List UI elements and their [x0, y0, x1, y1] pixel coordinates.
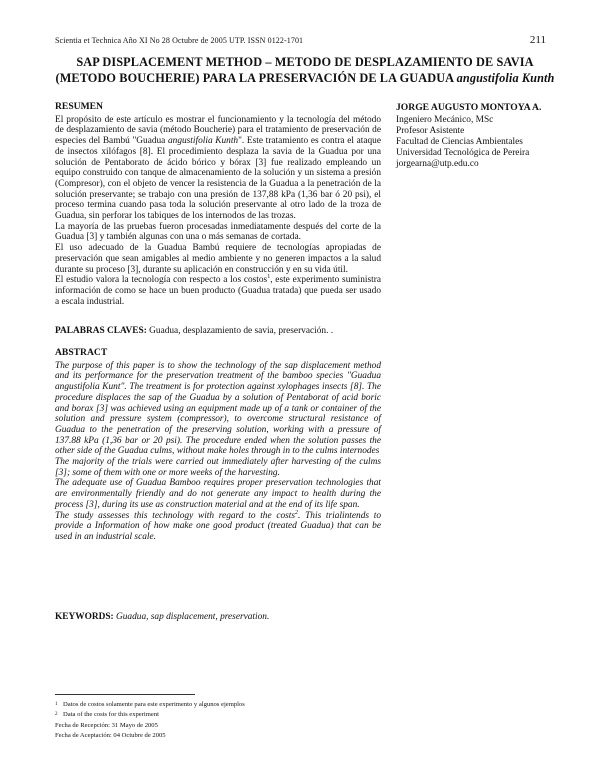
footnote-1	[55, 700, 395, 710]
abstract-p4-part2: . This trialintends to provide a Information of how make one good product (treated Guadua) that can be used in an industrial scale.	[55, 510, 381, 542]
footnotes	[55, 700, 395, 740]
abstract-paragraph-2: The majority of the trials were carried out immediately after harvesting of the culms [3]; some of them with one or more weeks of the harvesting.	[55, 457, 381, 478]
abstract-section	[55, 348, 381, 543]
author-faculty: Facultad de Ciencias Ambientales	[396, 137, 523, 148]
keywords-en-text: Guadua, sap displacement, preservation.	[113, 612, 270, 622]
keywords-english	[55, 612, 555, 622]
author-university: Universidad Tecnológica de Pereira	[396, 148, 530, 159]
date-received: Fecha de Recepción: 31 Mayo de 2005	[55, 722, 158, 729]
footnote-2	[55, 710, 395, 720]
footnote-divider	[55, 694, 195, 695]
resumen-paragraph-1	[55, 115, 381, 222]
footnote-ref-2[interactable]: 2	[295, 509, 299, 516]
date-accepted: Fecha de Aceptación: 04 Octubre de 2005	[55, 731, 166, 739]
keywords-es-label: PALABRAS CLAVES:	[55, 326, 147, 336]
resumen-p4-part1: El estudio valora la tecnología con respecto a los costos	[55, 275, 268, 286]
title-species-italic: angustifolia Kunth	[456, 71, 555, 85]
footnote-1-text: Datos de costos solamente para este experimento y algunos ejemplos	[63, 701, 245, 708]
keywords-es-text: Guadua, desplazamiento de savia, preservación. .	[146, 326, 334, 336]
author-name: JORGE AUGUSTO MONTOYA A.	[396, 102, 542, 113]
title-line-1: SAP DISPLACEMENT METHOD – METODO DE DESPLAZAMIENTO DE SAVIA	[76, 55, 534, 69]
resumen-paragraph-2: La mayoría de las pruebas fueron procesadas inmediatamente después del corte de la Guadua [3] y también algunas con una o más semanas de cortada.	[55, 221, 381, 243]
resumen-p1-part1: El propósito de este artículo es mostrar el funcionamiento y la tecnología del método de desplazamiento de savia (método Boucherie) para el tratamiento de preservación de especies del Bambú "Guadua	[55, 114, 381, 147]
abstract-paragraph-1: The purpose of this paper is to show the technology of the sap displacement method and its performance for the preservation treatment of the bamboo species "Guadua angustifolia Kunt". The treatment is for protection against xylophages insects [8]. The procedure displaces the sap of the Guadua by a solution of Pentaborat of acid boric and borax [3] was achieved using an equipment made up of a tank or container of the solution and pressure system (compressor), to overcome structural resistance of Guadua to the penetration of the preserving solution, working with a pressure of 137.88 kPa (1,36 bar or 20 psi). The procedure ended when the solution passes the other side of the Guadua culms, without make holes through in to the culms internodes	[55, 360, 381, 457]
footnote-1-number: 1	[55, 702, 58, 707]
keywords-spanish	[55, 326, 555, 336]
author-position: Profesor Asistente	[396, 126, 465, 137]
article-title	[55, 54, 555, 86]
author-block	[396, 102, 556, 171]
abstract-paragraph-3: The adequate use of Guadua Bamboo requires proper preservation technologies that are environmentally friendly and do not generate any impact to health during the process [3], during its use as construction material and at the end of its life span.	[55, 478, 381, 510]
resumen-p4-part2: , este experimento suministra información de como se hace un buen producto (Guadua tratada) que pueda ser usado a escala industrial.	[55, 275, 381, 307]
resumen-p1-part2: ". Este tratamiento es contra el ataque de insectos xilófagos [8]. El procedimiento desplaza la savia de la Guadua por una solución de Pentaborato de ácido bórico y bórax [3] fue realizado empleando un equipo construido con tanque de almacenamiento de la solución y un sistema a presión (Compresor), con el objeto de vencer la resistencia de la Guadua a la penetración de la solución preservante; se trabajo con una presión de 137,88 kPa (1,36 bar ó 20 psi), el proceso termina cuando pasa toda la solución preservante al otro lado de la troza de Guadua, sin perforar los tabiques de los internodos de las trozas.	[55, 136, 381, 222]
resumen-paragraph-4	[55, 275, 381, 307]
page-number: 211	[529, 34, 546, 46]
footnote-2-text: Data of the costs for this experiment	[63, 710, 159, 718]
resumen-heading: RESUMEN	[55, 101, 103, 112]
author-email[interactable]: jorgearna@utp.edu.co	[396, 159, 479, 170]
resumen-paragraph-3: El uso adecuado de la Guadua Bambú requiere de tecnologías apropiadas de preservación que sean amigables al medio ambiente y no generen impactos a la salud durante su proceso [3], durante su aplicación en construcción y en su vida útil.	[55, 243, 381, 275]
footnote-ref-1[interactable]: 1	[267, 274, 271, 281]
keywords-en-label: KEYWORDS:	[55, 612, 114, 622]
resumen-p1-italic: angustifolia Kunth	[167, 136, 239, 147]
footnote-2-number: 2	[55, 711, 58, 717]
abstract-heading: ABSTRACT	[55, 347, 108, 358]
resumen-section	[55, 102, 381, 307]
running-header: Scientia et Technica Año XI No 28 Octubre de 2005 UTP. ISSN 0122-1701	[55, 36, 304, 45]
title-line-2	[55, 70, 555, 86]
title-line-2-text: (METODO BOUCHERIE) PARA LA PRESERVACIÓN DE LA GUADUA	[55, 71, 454, 85]
abstract-paragraph-4	[55, 511, 381, 543]
abstract-p4-part1: The study assesses this technology with regard to the costs	[55, 510, 296, 521]
author-degree: Ingeniero Mecánico, MSc	[396, 115, 494, 126]
